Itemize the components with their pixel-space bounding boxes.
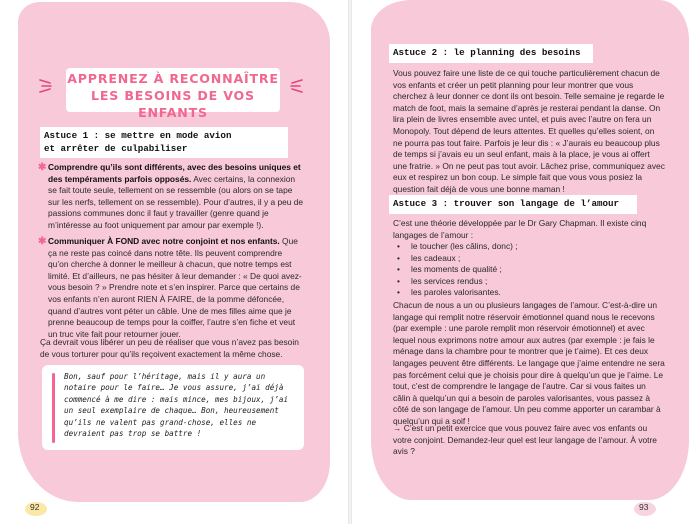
- note-accent-bar: [52, 373, 55, 443]
- page-title: [66, 70, 280, 121]
- right-page: [351, 0, 700, 524]
- bullet-1-text: Avec certains, la connexion se fait toute seule, tellement on se ressemble (ou alors on se tape sur les nerfs, tellement on se ressemble). Pour d’autres, il y a peu de passions communes donc il faut y travailler (genre quand je m’intéresse au foot uniquement par amour par exemple !).: [48, 173, 304, 230]
- asterisk-icon: ✱: [38, 236, 47, 247]
- sparkle-icon: [36, 74, 58, 96]
- list-item: • les paroles valorisantes.: [393, 287, 653, 299]
- page-number: 92: [30, 502, 40, 512]
- bullet-1-bold: Comprendre qu’ils sont différents, avec des besoins uniques et des tempéraments parfois opposés.: [48, 162, 301, 184]
- note-text: Bon, sauf pour l’héritage, mais il y aura un notaire pour le faire… Je vous assure, j’ai déjà commencé à me dire : mais mince, mes bijoux, j’ai un seul exemplaire de chaque… Bon, heureusement qu’ils ne valent pas grand-chose, elles ne devraient pas trop se battre !: [64, 372, 289, 439]
- tip-1-heading: [40, 127, 288, 158]
- bullet-2: [38, 236, 304, 340]
- bullet-1: [38, 162, 304, 232]
- tip-3-intro: C’est une théorie développée par le Dr Gary Chapman. Il existe cinq langages de l’amour :: [393, 218, 647, 240]
- tip-2-text: Vous pouvez faire une liste de ce qui touche particulièrement chacun de vos enfants et créer un petit planning pour leur montrer que vous cherchez à leur donner ce dont ils ont besoin. Telle semaine je regarde le match de foot, mais la semaine d’après je resterai pendant la danse. On lira plein de livres ensemble avec untel, et puis avec l’autre on fera un Monopoly. Tout dépend de leurs attentes. Et quelles qu’elles soient, on ne pourra pas tout faire. Parfois je leur dis : « J’aurais eu beaucoup plus de temps si j’avais eu un seul enfant, mais à la place, je vous ai offert une fratrie. » On ne peut pas tout avoir. Lâchez prise, communiquez avec eux et respirez un bon coup. Le simple fait que vous vous posiez la question fait déjà de vous une bonne maman !: [393, 68, 665, 194]
- note-box: [42, 365, 304, 450]
- bullet-2-bold: Communiquer À FOND avec notre conjoint et nos enfants.: [48, 236, 280, 246]
- tip-1-line-1: Astuce 1 : se mettre en mode avion: [44, 130, 232, 141]
- left-page: [0, 0, 349, 524]
- title-line-2: LES BESOINS DE VOS ENFANTS: [91, 88, 255, 120]
- list-item: • les cadeaux ;: [393, 253, 653, 265]
- list-item: • les services rendus ;: [393, 276, 653, 288]
- list-item: • les moments de qualité ;: [393, 264, 653, 276]
- tip-3-body: Chacun de nous a un ou plusieurs langages de l’amour. C’est-à-dire un langage qui remplit notre réservoir émotionnel quand nous le recevons (par exemple : une parole remplit mon réservoir émotionnel) et avec lequel nous exprimons notre amour aux autres (par exemple : je fais le ménage dans la chambre pour te montrer que je t’aime). Et ces deux langages peuvent être différents. Le langage que j’aime entendre ne sera pas forcément celui que je choisis pour dire à quelqu’un que je l’aime. Le tout, c’est de comprendre le langage de l’autre. Car si vous faites un câlin à quelqu’un qui a besoin de paroles valorisantes, vous passez à côté de son langage de l’amour. Un peu comme apporter un carambar à quelqu’un qui a soif !: [393, 300, 665, 426]
- exercise-paragraph: → C’est un petit exercice que vous pouvez faire avec vos enfants ou votre conjoint. Demandez-leur quel est leur langage de l’amour. À votre avis ?: [393, 423, 657, 457]
- tip-2-heading: Astuce 2 : le planning des besoins: [389, 44, 593, 63]
- sparkle-icon: [284, 74, 306, 96]
- love-languages-list: [393, 241, 653, 299]
- asterisk-icon: ✱: [38, 162, 47, 173]
- bullet-2-text: Que ça ne reste pas coincé dans notre tête. Ils peuvent comprendre qu’on cherche à donner le meilleur à chacun, que notre temps est limité. Et d’ailleurs, ne pas hésiter à leur demander : « De quoi avez-vous besoin ? » Prendre note et s’en inspirer. Parce que certains de vos enfants n’en auront RIEN À FAIRE, de la pomme défoncée, quand d’autres vont péter un câble. Une de mes filles aime que je prenne beaucoup de temps pour la coiffer, l’autre s’en fiche et veut un truc vite fait pour retourner jouer.: [48, 236, 302, 339]
- tip-1-line-2: et arrêter de culpabiliser: [44, 142, 188, 154]
- tip-3-heading: Astuce 3 : trouver son langage de l’amour: [389, 195, 637, 214]
- list-item: • le toucher (les câlins, donc) ;: [393, 241, 653, 253]
- page-number: 93: [639, 502, 649, 512]
- closing-paragraph: Ça devrait vous libérer un peu de réaliser que vous n’avez pas besoin de vous torturer pour qu’ils reçoivent exactement la même chose.: [40, 337, 299, 359]
- title-line-1: APPRENEZ À RECONNAÎTRE: [67, 71, 279, 86]
